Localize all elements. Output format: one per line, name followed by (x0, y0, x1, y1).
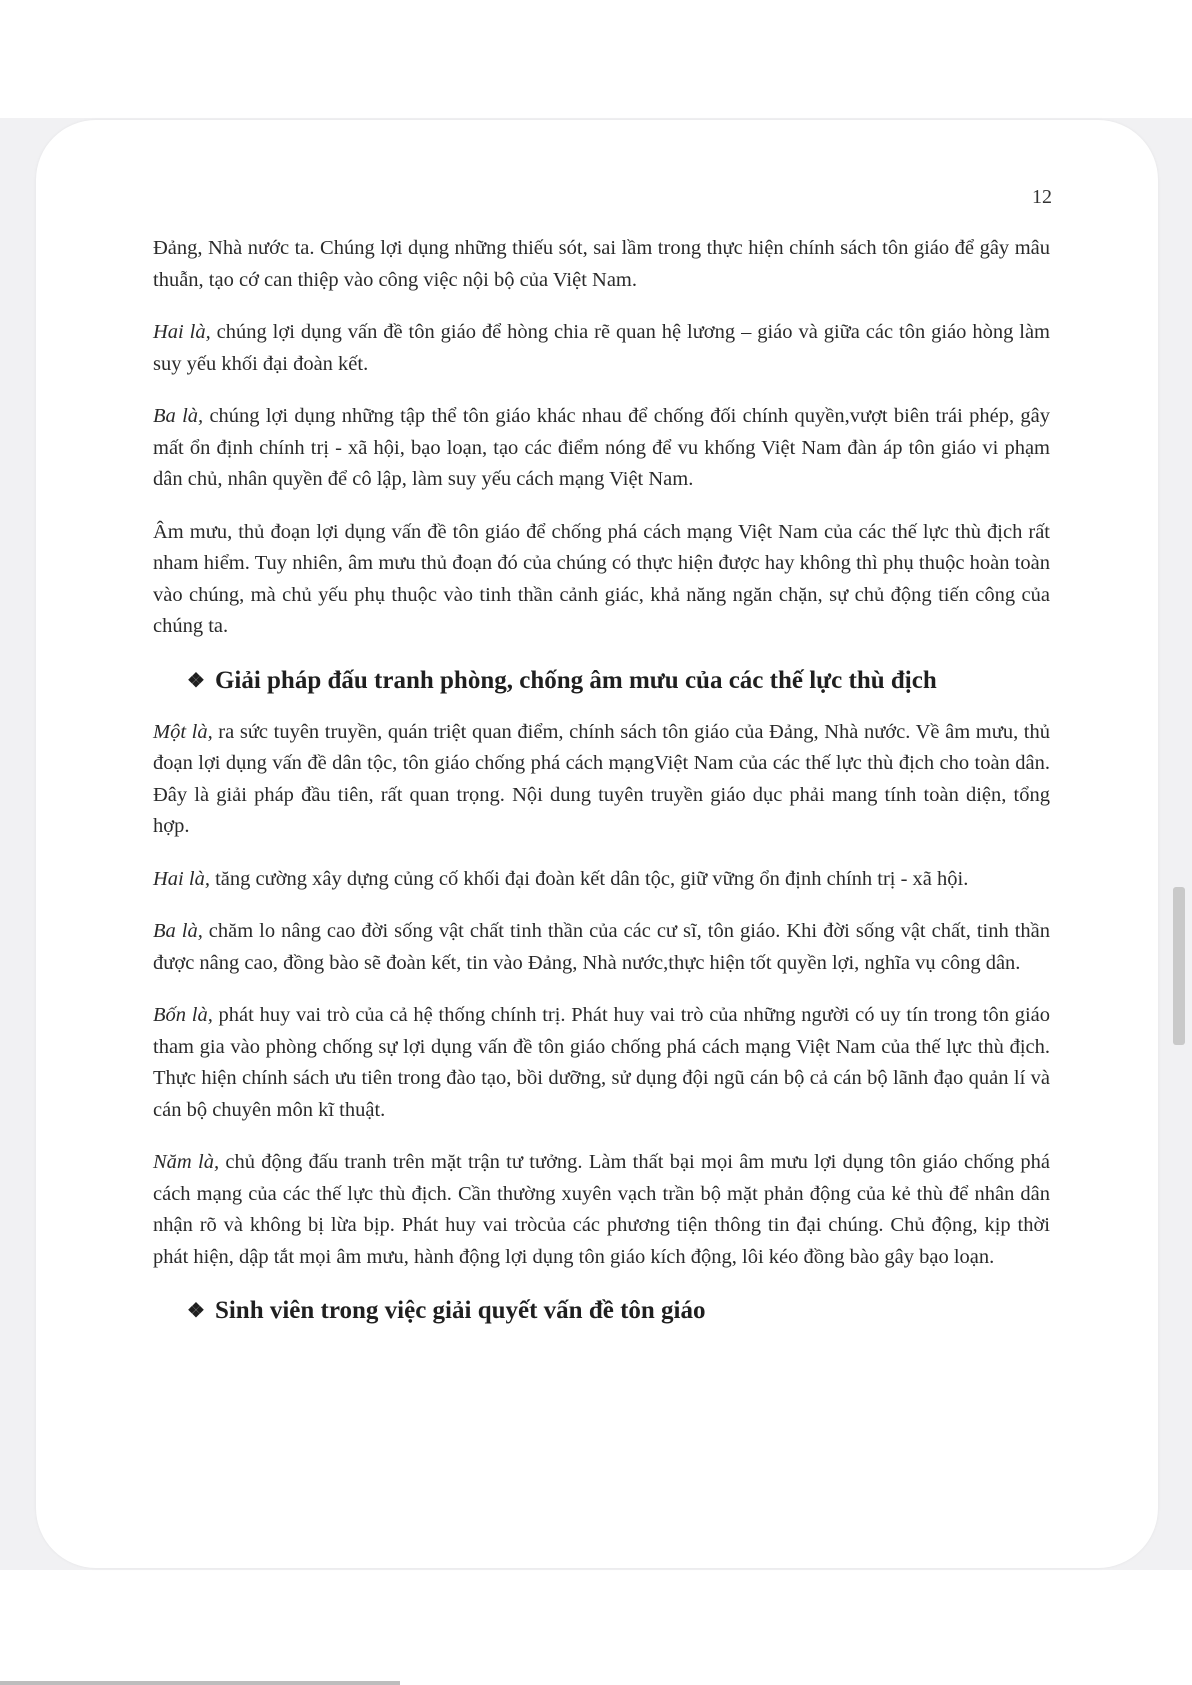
paragraph (153, 1147, 1050, 1273)
section-heading (187, 1294, 1050, 1329)
paragraph-lead: Ba là, (153, 920, 203, 942)
paragraph-lead: Ba là, (153, 405, 204, 427)
page-content (153, 233, 1050, 1347)
diamond-bullet-icon: ❖ (187, 669, 205, 692)
paragraph-text: tăng cường xây dựng củng cố khối đại đoàn kết dân tộc, giữ vững ổn định chính trị - xã hội. (209, 867, 969, 890)
paragraph-text: chủ động đấu tranh trên mặt trận tư tưởng. Làm thất bại mọi âm mưu lợi dụng tôn giáo chống phá cách mạng của các thế lực thù địch. Cần thường xuyên vạch trần bộ mặt phản động của kẻ thù để nhân dân nhận rõ và không bị lừa bịp. Phát huy vai tròcủa các phương tiện thông tin đại chúng. Chủ động, kịp thời phát hiện, dập tắt mọi âm mưu, hành động lợi dụng tôn giáo kích động, lôi kéo đồng bào gây bạo loạn. (153, 1151, 1050, 1268)
vertical-scrollbar-thumb[interactable] (1173, 887, 1185, 1045)
paragraph (153, 517, 1050, 643)
page-number: 12 (1032, 186, 1052, 208)
paragraph (153, 916, 1050, 979)
horizontal-scrollbar[interactable] (0, 1681, 400, 1685)
paragraph-lead: Bốn là, (153, 1004, 213, 1026)
section-heading-text: Giải pháp đấu tranh phòng, chống âm mưu của các thế lực thù địch (214, 666, 937, 694)
paragraph-text: Đảng, Nhà nước ta. Chúng lợi dụng những thiếu sót, sai lầm trong thực hiện chính sách tôn giáo để gây mâu thuẫn, tạo cớ can thiệp vào công việc nội bộ của Việt Nam. (153, 237, 1050, 291)
paragraph (153, 864, 1050, 896)
section-heading-text: Sinh viên trong việc giải quyết vấn đề tôn giáo (214, 1297, 706, 1324)
paragraph-lead: Năm là, (153, 1151, 220, 1173)
paragraph (153, 401, 1050, 496)
paragraph (153, 717, 1050, 843)
paragraph (153, 233, 1050, 296)
paragraph-text: chúng lợi dụng những tập thể tôn giáo khác nhau để chống đối chính quyền,vượt biên trái phép, gây mất ổn định chính trị - xã hội, bạo loạn, tạo các điểm nóng để vu khống Việt Nam đàn áp tôn giáo vi phạm dân chủ, nhân quyền để cô lập, làm suy yếu cách mạng Việt Nam. (153, 405, 1051, 490)
paragraph-lead: Một là, (153, 720, 213, 743)
paragraph-lead: Hai là, (153, 867, 210, 890)
paragraph-text: phát huy vai trò của cả hệ thống chính trị. Phát huy vai trò của những người có uy tín trong tôn giáo tham gia vào phòng chống sự lợi dụng vấn đề tôn giáo chống phá cách mạng Việt Nam của thế lực thù địch. Thực hiện chính sách ưu tiên trong đào tạo, bồi dưỡng, sử dụng đội ngũ cán bộ cả cán bộ lãnh đạo quản lí và cán bộ chuyên môn kĩ thuật. (153, 1004, 1050, 1121)
paragraph-text: Âm mưu, thủ đoạn lợi dụng vấn đề tôn giáo để chống phá cách mạng Việt Nam của các thế lực thù địch rất nham hiểm. Tuy nhiên, âm mưu thủ đoạn đó của chúng có thực hiện được hay không thì phụ thuộc hoàn toàn vào chúng, mà chủ yếu phụ thuộc vào tinh thần cảnh giác, khả năng ngăn chặn, sự chủ động tiến công của chúng ta. (153, 520, 1050, 637)
paragraph-text: ra sức tuyên truyền, quán triệt quan điểm, chính sách tôn giáo của Đảng, Nhà nước. Về âm mưu, thủ đoạn lợi dụng vấn đề dân tộc, tôn giáo chống phá cách mạngViệt Nam của các thế lực thù địch cho toàn dân. Đây là giải pháp đầu tiên, rất quan trọng. Nội dung tuyên truyền giáo dục phải mang tính toàn diện, tổng hợp. (153, 720, 1050, 837)
paragraph (153, 317, 1050, 380)
paragraph-text: chăm lo nâng cao đời sống vật chất tinh thần của các cư sĩ, tôn giáo. Khi đời sống vật chất, tinh thần được nâng cao, đồng bào sẽ đoàn kết, tin vào Đảng, Nhà nước,thực hiện tốt quyền lợi, nghĩa vụ công dân. (153, 920, 1051, 974)
paragraph-lead: Hai là, (153, 321, 211, 343)
diamond-bullet-icon: ❖ (187, 1300, 205, 1322)
section-heading (187, 664, 1050, 699)
paragraph (153, 1000, 1050, 1126)
paragraph-text: chúng lợi dụng vấn đề tôn giáo để hòng chia rẽ quan hệ lương – giáo và giữa các tôn giáo hòng làm suy yếu khối đại đoàn kết. (153, 321, 1050, 375)
